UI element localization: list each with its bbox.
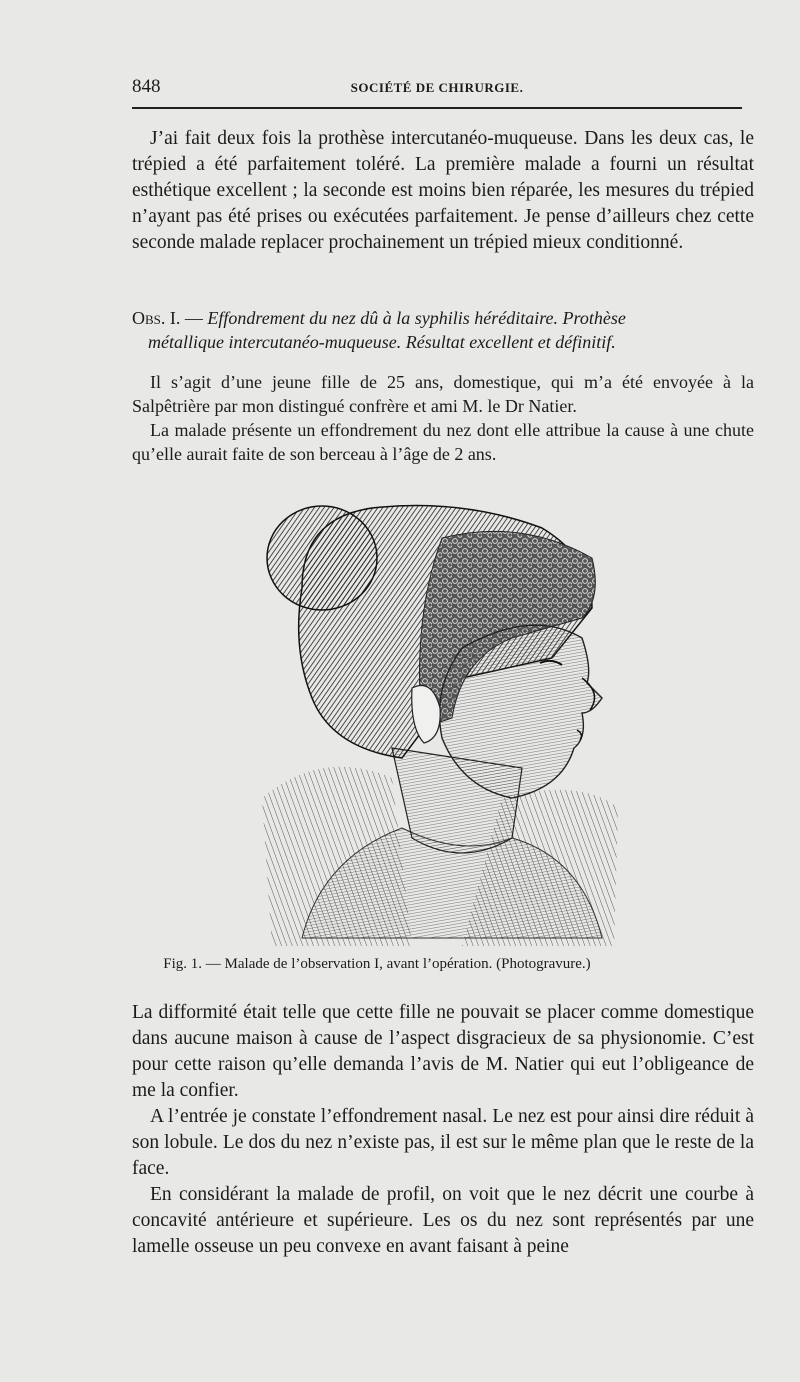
after-figure-paragraphs (132, 1000, 754, 1260)
observation-label: Obs. I. — (132, 308, 203, 328)
page-number: 848 (132, 76, 161, 97)
observation-title-line2: métallique intercutanéo-muqueuse. Résultat excellent et définitif. (148, 332, 616, 352)
running-title: SOCIÉTÉ DE CHIRURGIE. (350, 80, 524, 95)
page-header (132, 72, 742, 104)
intro-paragraph (132, 126, 754, 256)
figure-caption: Fig. 1. — Malade de l’observation I, avant l’opération. (Photogravure.) (163, 956, 591, 972)
paragraph: La difformité était telle que cette fille ne pouvait se placer comme domestique dans aucune maison à cause de l’aspect disgracieux de sa physionomie. C’est pour cette raison qu’elle demanda l’avis de M. Natier qui eut l’obligeance de me la confier. (132, 1002, 754, 1101)
portrait-illustration (262, 498, 622, 946)
paragraph: La malade présente un effondrement du nez dont elle attribue la cause à une chute qu’elle aurait faite de son berceau à l’âge de 2 ans. (132, 420, 754, 464)
paragraph: Il s’agit d’une jeune fille de 25 ans, domestique, qui m’a été envoyée à la Salpêtrière par mon distingué confrère et ami M. le Dr Natier. (132, 372, 754, 416)
observation-title-line1: Effondrement du nez dû à la syphilis héréditaire. Prothèse (207, 308, 626, 328)
paragraph: En considérant la malade de profil, on voit que le nez décrit une courbe à concavité antérieure et supérieure. Les os du nez sont représentés par une lamelle osseuse un peu convexe en avant faisant à peine (132, 1184, 754, 1257)
case-paragraphs (132, 370, 754, 466)
header-rule (132, 107, 742, 109)
paragraph: J’ai fait deux fois la prothèse intercutanéo-muqueuse. Dans les deux cas, le trépied a été parfaitement toléré. La première malade a fourni un résultat esthétique excellent ; la seconde est moins bien réparée, les mesures du trépied n’ayant pas été prises ou exécutées parfaitement. Je pense d’ailleurs chez cette seconde malade replacer prochainement un trépied mieux conditionné. (132, 128, 754, 253)
observation-heading (132, 306, 754, 354)
paragraph: A l’entrée je constate l’effondrement nasal. Le nez est pour ainsi dire réduit à son lobule. Le dos du nez n’existe pas, il est sur le même plan que le reste de la face. (132, 1106, 754, 1179)
patient-portrait-engraving (262, 498, 622, 946)
